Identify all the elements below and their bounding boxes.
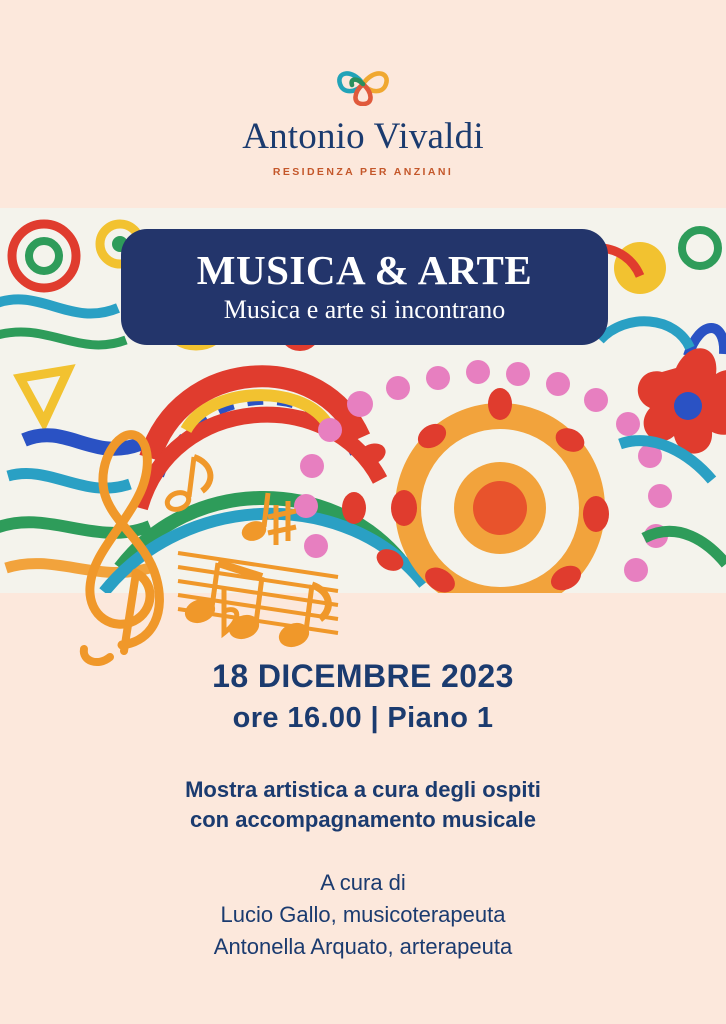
event-time-place: ore 16.00 | Piano 1 [232,702,494,735]
event-description-line-2: con accompagnamento musicale [190,806,536,832]
brand-tagline: RESIDENZA PER ANZIANI [272,166,454,178]
title-plaque [121,229,608,345]
credit-person-2: Antonella Arquato, arterapeuta [213,934,513,959]
butterfly-knot-logo-icon [332,62,394,106]
event-description-line-1: Mostra artistica a cura degli ospiti [185,776,541,802]
brand-name: Antonio Vivaldi [242,116,484,157]
poster-header [0,0,726,208]
poster-title: MUSICA & ARTE [196,247,533,294]
credit-person-1: Lucio Gallo, musicoterapeuta [220,902,506,928]
event-credits [0,867,726,963]
event-info [0,655,726,963]
event-date: 18 DICEMBRE 2023 [212,658,514,694]
poster-subtitle: Musica e arte si incontrano [223,295,506,325]
credits-intro: A cura di [320,870,406,896]
event-description [0,775,726,836]
